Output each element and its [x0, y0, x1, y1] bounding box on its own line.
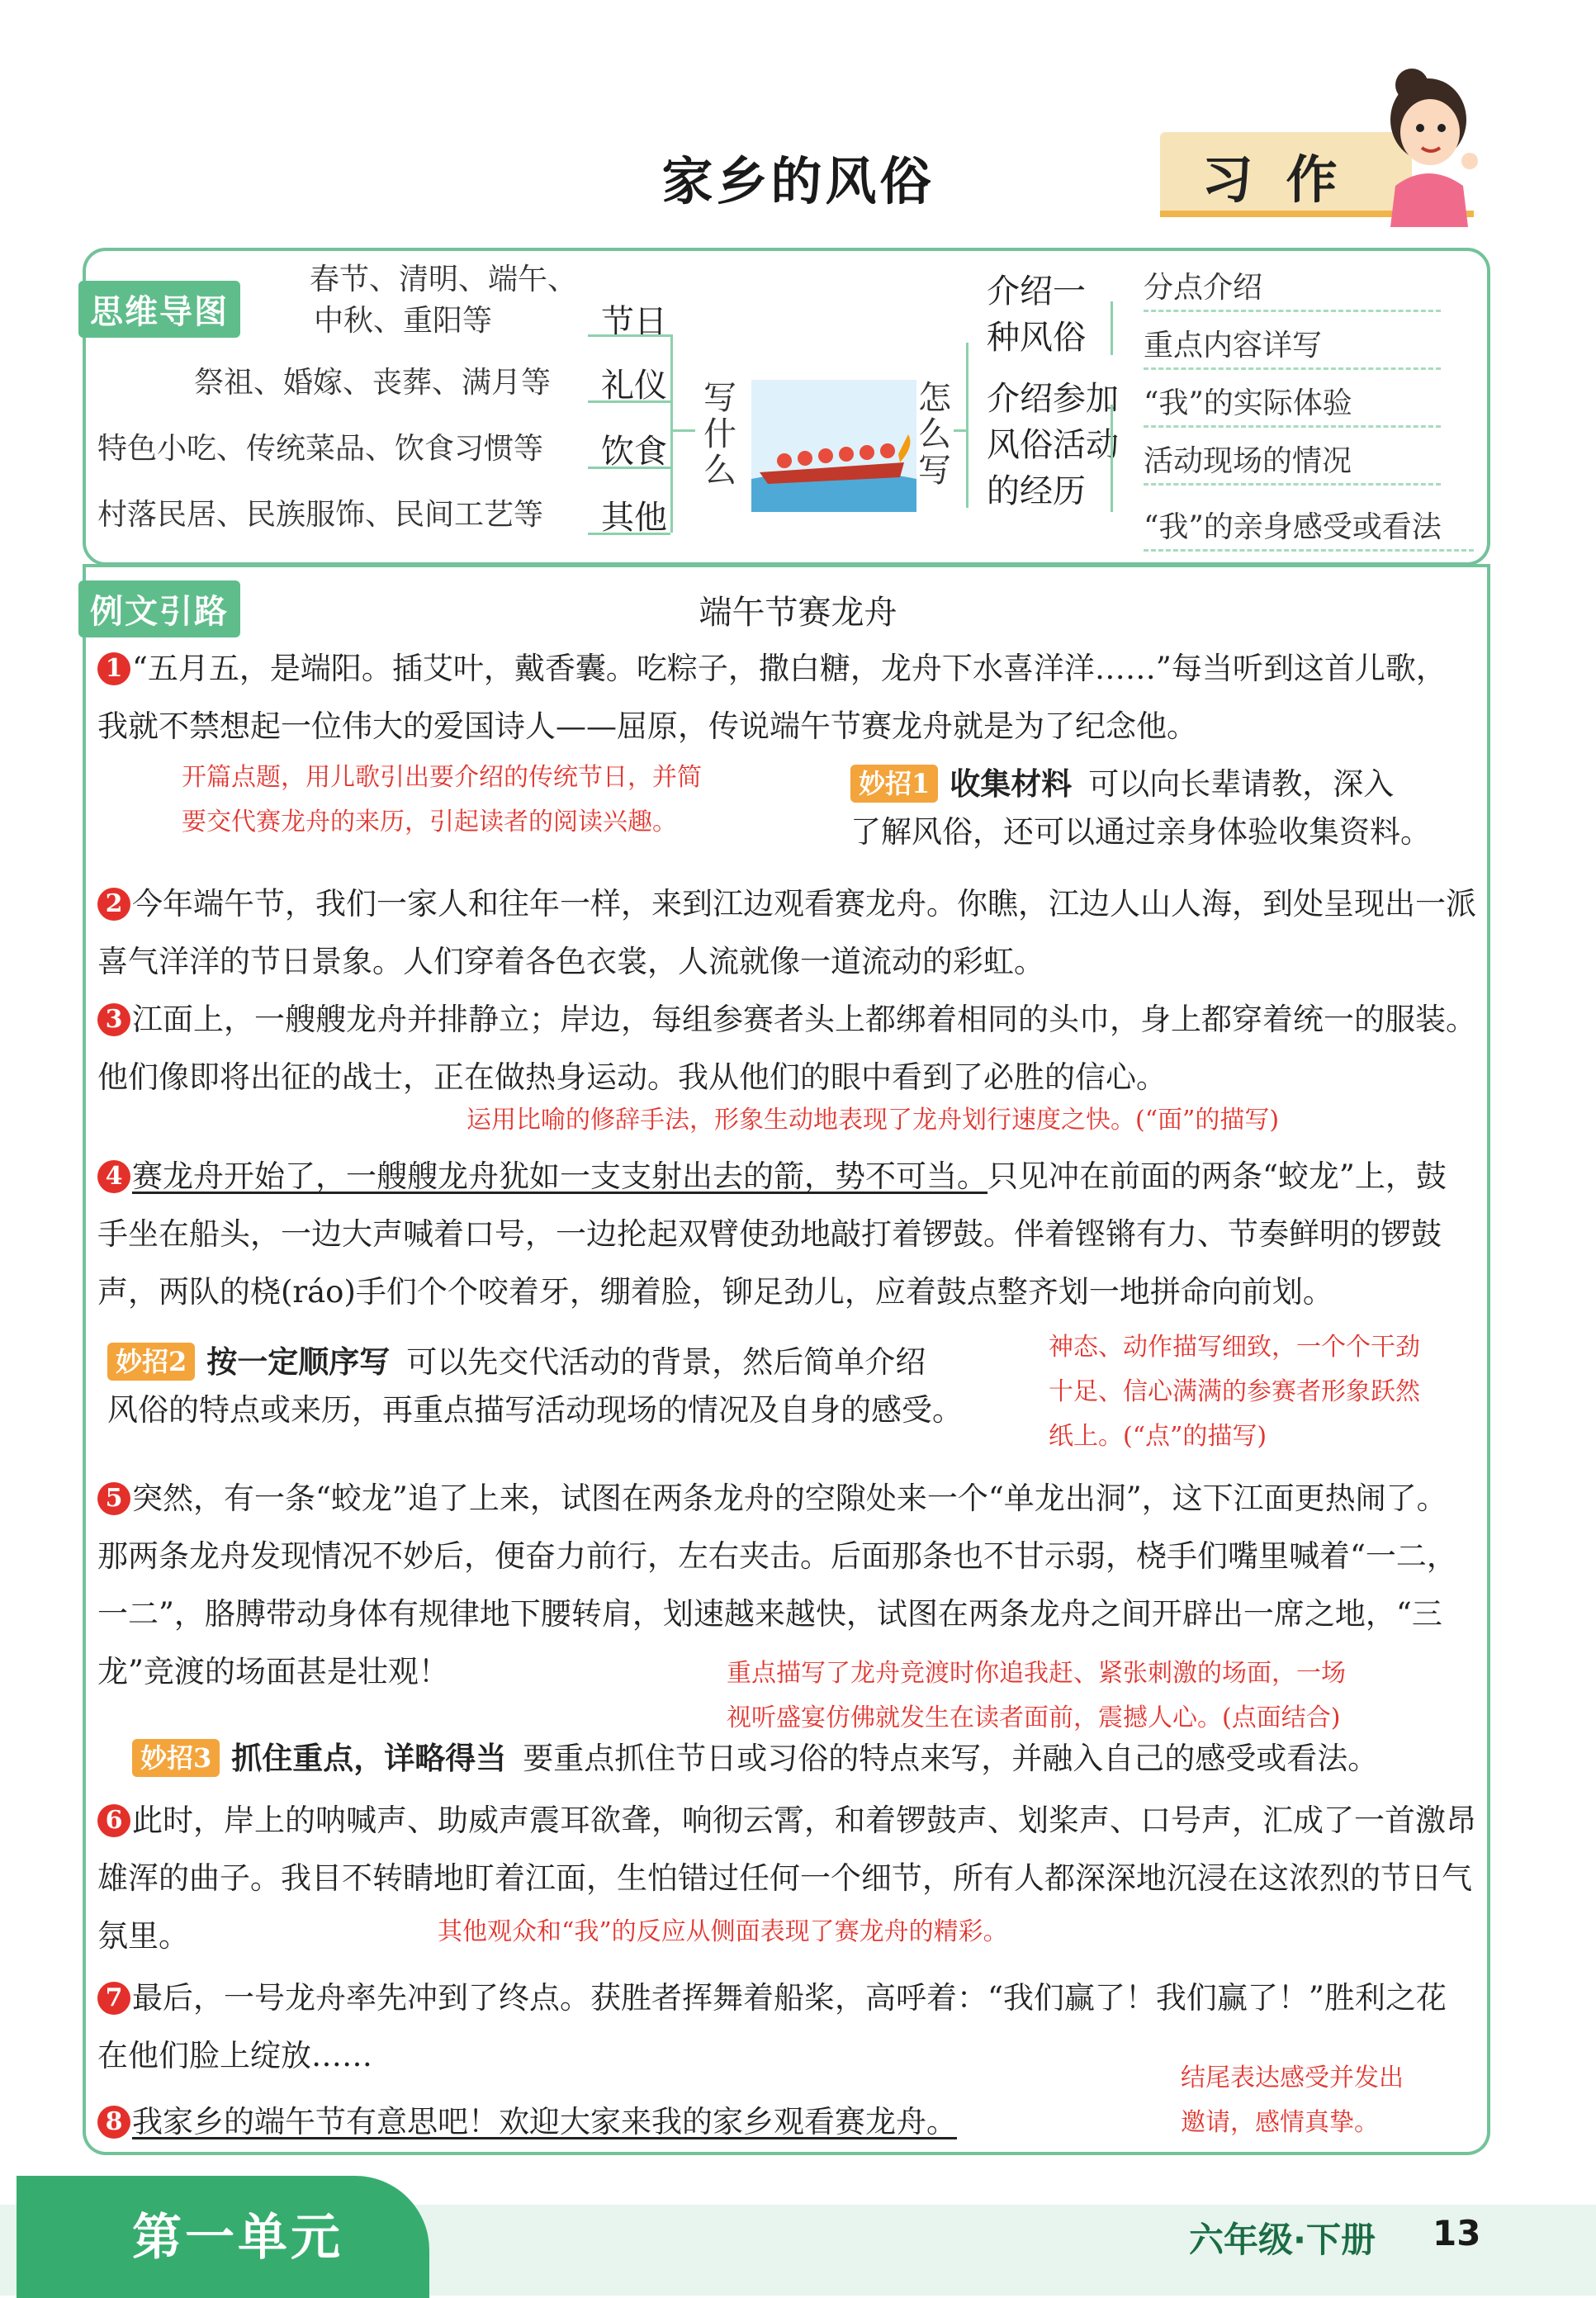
mindmap-method-experience	[987, 376, 1119, 514]
paragraph-3	[97, 991, 1476, 1106]
annotation-ending	[1181, 2056, 1478, 2145]
paragraph-text: 突然，有一条“蛟龙”追了上来，试图在两条龙舟的空隙处来一个“单龙出洞”，这下江面更热闹了。那两条龙舟发现情况不妙后，便奋力前行，左右夹击。后面那条也不甘示弱，桡手们嘴里喊着“一二，一二”，胳膊带动身体有规律地下腰转肩，划速越来越快，试图在两条龙舟之间开辟出一席之地，“三龙”竞渡的场面甚是壮观！	[97, 1481, 1457, 1689]
paragraph-text: 江面上，一艘艘龙舟并排静立；岸边，每组参赛者头上都绑着相同的头巾，身上都穿着统一的服装。他们像即将出征的战士，正在做热身运动。我从他们的眼中看到了必胜的信心。	[97, 1002, 1476, 1095]
tip-text-line2: 了解风俗，还可以通过亲身体验收集资料。	[850, 814, 1431, 850]
paragraph-underlined-text: 赛龙舟开始了，一艘艘龙舟犹如一支支射出去的箭，势不可当。	[132, 1158, 987, 1194]
annotation-line: 结尾表达感受并发出	[1181, 2063, 1404, 2092]
paragraph-8	[97, 2093, 1088, 2151]
mindmap-method-experience-line3: 的经历	[987, 472, 1086, 510]
dragon-boat-illustration	[751, 380, 916, 512]
annotation-line: 开篇点题，用儿歌引出要介绍的传统节日，并简	[182, 763, 702, 792]
mindmap-badge: 思维导图	[78, 281, 240, 338]
mindmap-category-etiquette: 礼仪	[601, 367, 667, 405]
mindmap-underline-festival	[588, 334, 670, 337]
paragraph-number: 5	[97, 1482, 130, 1515]
mindmap-underline-etiquette	[588, 400, 670, 403]
footer-unit: 第一单元	[132, 2209, 343, 2267]
mindmap-bracket-left	[670, 334, 673, 533]
mindmap-bracket-experience	[1111, 405, 1113, 512]
mindmap-item-etiquette: 祭祖、婚嫁、丧葬、满月等	[194, 366, 552, 400]
mindmap-how-label: 怎么写	[918, 379, 951, 490]
annotation-opening	[182, 756, 809, 845]
mindmap-what-label: 写什么	[703, 379, 736, 490]
tip-1	[850, 760, 1478, 856]
paragraph-number: 3	[97, 1003, 130, 1036]
tip-heading: 抓住重点，详略得当	[231, 1740, 507, 1776]
annotation-race-scene	[727, 1651, 1470, 1741]
mindmap-method-intro-line1: 介绍一	[987, 272, 1086, 310]
annotation-line: 要交代赛龙舟的来历，引起读者的阅读兴趣。	[182, 808, 677, 836]
tip-heading: 收集材料	[950, 765, 1073, 802]
teacher-illustration	[1371, 62, 1486, 227]
tip-2	[107, 1338, 1024, 1434]
mindmap-method-intro	[987, 268, 1086, 361]
tip-text-line1: 可以先交代活动的背景，然后简单介绍	[406, 1344, 926, 1380]
paragraph-text: 此时，岸上的呐喊声、助威声震耳欲聋，响彻云霄，和着锣鼓声、划桨声、口号声，汇成了一首激昂雄浑的曲子。我目不转睛地盯着江面，生怕错过任何一个细节，所有人都深深地沉浸在这浓烈的节日气氛里。	[97, 1803, 1476, 1954]
paragraph-2	[97, 875, 1476, 991]
annotation-line: 纸上。(“点”的描写)	[1049, 1422, 1267, 1451]
mindmap-method-intro-line2: 种风俗	[987, 319, 1086, 357]
mindmap-detail-feeling: “我”的亲身感受或看法	[1144, 504, 1474, 552]
paragraph-text: 最后，一号龙舟率先冲到了终点。获胜者挥舞着船桨，高呼着：“我们赢了！我们赢了！”胜利之花在他们脸上绽放……	[97, 1980, 1447, 2073]
mindmap-method-experience-line2: 风俗活动	[987, 426, 1119, 464]
annotation-audience: 其他观众和“我”的反应从侧面表现了赛龙舟的精彩。	[438, 1917, 1008, 1946]
tip-badge: 妙招3	[132, 1739, 220, 1777]
paragraph-text: 我家乡的端午节有意思吧！欢迎大家来我的家乡观看赛龙舟。	[132, 2104, 957, 2139]
page-title: 家乡的风俗	[661, 151, 935, 211]
annotation-line: 视听盛宴仿佛就发生在读者面前，震撼人心。(点面结合)	[727, 1703, 1341, 1732]
paragraph-4	[97, 1148, 1476, 1321]
tip-text-line2: 风俗的特点或来历，再重点描写活动现场的情况及自身的感受。	[107, 1392, 963, 1428]
tip-text: 要重点抓住节日或习俗的特点来写，并融入自己的感受或看法。	[523, 1741, 1379, 1776]
paragraph-number: 1	[97, 652, 130, 685]
mindmap-item-food: 特色小吃、传统菜品、饮食习惯等	[97, 432, 544, 466]
paragraph-number: 7	[97, 1982, 130, 2015]
mindmap-item-other: 村落民居、民族服饰、民间工艺等	[97, 498, 544, 532]
paragraph-number: 2	[97, 888, 130, 921]
tip-badge: 妙招2	[107, 1343, 195, 1381]
footer-grade: 六年级·下册	[1189, 2220, 1376, 2260]
annotation-line: 神态、动作描写细致，一个个干劲	[1049, 1333, 1420, 1362]
paragraph-number: 8	[97, 2106, 130, 2139]
mindmap-connector-left	[670, 429, 695, 432]
annotation-detail	[1049, 1325, 1478, 1459]
paragraph-number: 6	[97, 1804, 130, 1837]
mindmap-category-food: 饮食	[601, 433, 667, 471]
annotation-line: 十足、信心满满的参赛者形象跃然	[1049, 1377, 1420, 1406]
mindmap-underline-other	[588, 533, 670, 535]
example-divider	[83, 564, 1490, 567]
mindmap-category-festival: 节日	[601, 303, 667, 341]
mindmap-connector-right	[954, 429, 966, 432]
tip-badge: 妙招1	[850, 765, 938, 803]
paragraph-text: 今年端午节，我们一家人和往年一样，来到江边观看赛龙舟。你瞧，江边人山人海，到处呈现出一派喜气洋洋的节日景象。人们穿着各色衣裳，人流就像一道流动的彩虹。	[97, 886, 1476, 979]
annotation-line: 邀请，感情真挚。	[1181, 2108, 1379, 2137]
tip-text-line1: 可以向长辈请教，深入	[1088, 766, 1395, 802]
mindmap-bracket-intro	[1111, 301, 1113, 355]
annotation-line: 重点描写了龙舟竞渡时你追我赶、紧张刺激的场面，一场	[727, 1659, 1346, 1688]
paragraph-number: 4	[97, 1160, 130, 1193]
section-tag: 习作	[1201, 149, 1371, 210]
tip-3	[132, 1734, 1486, 1783]
mindmap-category-other: 其他	[601, 499, 667, 537]
mindmap-bracket-right	[966, 343, 968, 508]
paragraph-1	[97, 640, 1476, 756]
mindmap-detail-scene: 活动现场的情况	[1144, 438, 1441, 486]
mindmap-detail-experience: “我”的实际体验	[1144, 380, 1441, 428]
mindmap-item-festival-line2: 中秋、重阳等	[314, 304, 493, 338]
page-number: 13	[1433, 2213, 1481, 2253]
paragraph-text: “五月五，是端阳。插艾叶，戴香囊。吃粽子，撒白糖，龙舟下水喜洋洋……”每当听到这首儿歌，我就不禁想起一位伟大的爱国诗人——屈原，传说端午节赛龙舟就是为了纪念他。	[97, 651, 1447, 744]
paragraph-text: 只见冲在前面的两条“蛟龙”上，鼓手坐在船头，一边大声喊着口号，一边抡起双臂使劲地敲打着锣鼓。伴着铿锵有力、节奏鲜明的锣鼓声，两队的桡(ráo)手们个个咬着牙，绷着脸，铆足劲儿，应着鼓点整齐划一地拼命向前划。	[97, 1158, 1447, 1310]
mindmap-detail-point: 分点介绍	[1144, 264, 1441, 312]
annotation-metaphor: 运用比喻的修辞手法，形象生动地表现了龙舟划行速度之快。(“面”的描写)	[466, 1106, 1280, 1135]
example-badge: 例文引路	[78, 580, 240, 637]
mindmap-method-experience-line1: 介绍参加	[987, 380, 1119, 418]
mindmap-underline-food	[588, 467, 670, 469]
example-title: 端午节赛龙舟	[699, 594, 897, 632]
mindmap-detail-focus: 重点内容详写	[1144, 322, 1441, 370]
mindmap-item-festival-line1: 春节、清明、端午、	[310, 263, 578, 296]
tip-heading: 按一定顺序写	[206, 1343, 391, 1380]
